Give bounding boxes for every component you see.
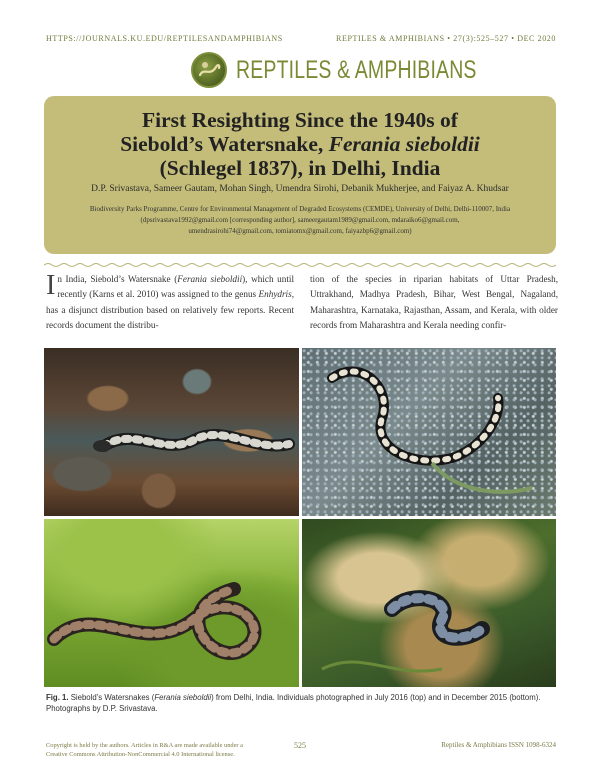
body-text: ), which until recently (Karns et al. 2010) was assigned to the genus [57, 274, 295, 300]
photo-bottom-right-snake [302, 519, 556, 687]
journal-logo-icon [191, 52, 227, 88]
affiliation [44, 204, 556, 237]
figure-label: Fig. 1. [46, 693, 69, 702]
title-species-name: Ferania sieboldii [328, 132, 480, 156]
body-text: , has a disjunct distribution based on relatively few reports. Recent records document the distribu- [46, 289, 294, 331]
affiliation-line-1: Biodiversity Parks Programme, Centre for Environmental Management of Degraded Ecosystems (CEMDE), University of Delhi, Delhi-110007, India [89, 205, 511, 213]
title-line-2 [44, 132, 556, 156]
article-title [44, 108, 556, 180]
caption-text: Siebold’s Watersnakes ( [68, 693, 155, 702]
decorative-wave-divider [44, 262, 556, 268]
photo-top-left-snake [44, 348, 299, 516]
drop-cap: I [46, 270, 56, 301]
species-name: Ferania sieboldii [177, 274, 243, 284]
figure-caption [46, 692, 558, 714]
body-text: n India, Siebold’s Watersnake ( [57, 274, 178, 284]
copyright-line-1: Copyright is held by the authors. Articles in R&A are made available under a [46, 742, 243, 749]
author-list: D.P. Srivastava, Sameer Gautam, Mohan Singh, Umendra Sirohi, Debanik Mukherjee, and Faiyaz A. Khudsar [91, 184, 509, 194]
genus-name: Enhydris [258, 289, 292, 300]
article-header-box [44, 96, 556, 254]
affiliation-line-3: umendrasirohi74@gmail.com, tomiatomx@gmail.com, faiyazbp6@gmail.com) [188, 227, 412, 235]
journal-url[interactable]: HTTPS://JOURNALS.KU.EDU/REPTILESANDAMPHIBIANS [46, 34, 283, 43]
title-line-3: (Schlegel 1837), in Delhi, India [159, 156, 441, 180]
journal-citation: REPTILES & AMPHIBIANS • 27(3):525–527 • DEC 2020 [336, 34, 556, 43]
journal-issn: Reptiles & Amphibians ISSN 1098-6324 [441, 741, 556, 749]
journal-name: REPTILES & AMPHIBIANS [236, 56, 477, 84]
body-column-left [46, 272, 294, 334]
title-line-2-text: Siebold’s Watersnake, [120, 132, 329, 156]
photo-bottom-left-snake [44, 519, 299, 687]
copyright-line-2: Creative Commons Attribution-NonCommercial 4.0 International license. [46, 751, 235, 758]
affiliation-line-2: (dpsrivastava1992@gmail.com [corresponding author], sameergautam1989@gmail.com, mdaraiko6@gmail.com, [140, 216, 460, 224]
journal-masthead [0, 50, 600, 90]
body-column-right: tion of the species in riparian habitats of Uttar Pradesh, Uttrakhand, Madhya Pradesh, Bihar, West Bengal, Nagaland, Maharashtra, Karnataka, Rajasthan, Assam, and Kerala, with older records from Maharashtra and Kerala needing confir- [310, 274, 558, 331]
caption-text: ) from Delhi, India. Individuals photographed in July 2016 (top) and in December 2015 (bottom). Photographs by D.P. Srivastava. [46, 693, 541, 713]
page-number: 525 [294, 741, 306, 750]
title-line-1: First Resighting Since the 1940s of [142, 108, 458, 132]
photo-top-right-snake [302, 348, 556, 516]
caption-species-name: Ferania sieboldii [154, 693, 212, 702]
